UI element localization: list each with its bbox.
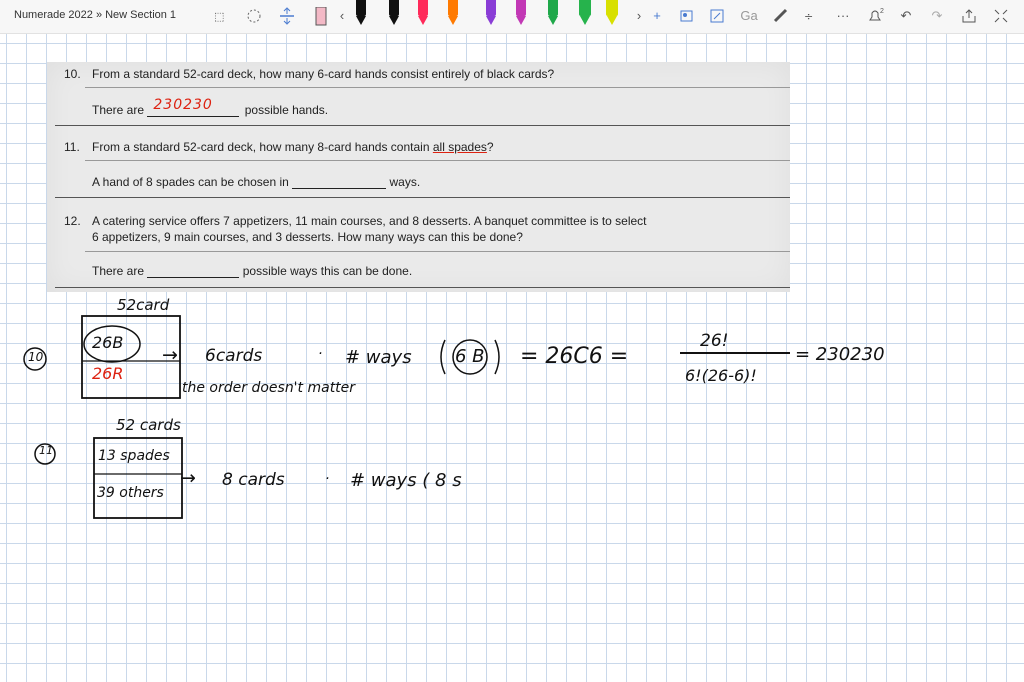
pen-magenta[interactable] bbox=[514, 0, 528, 26]
chevron-right-icon[interactable]: › bbox=[636, 8, 642, 23]
q11-text-after: ? bbox=[486, 140, 494, 154]
q11-text-before: From a standard 52-card deck, how many 8-card hands contain bbox=[92, 140, 430, 154]
pen-purple[interactable] bbox=[484, 0, 498, 26]
n10-remark: the order doesn't matter bbox=[182, 380, 356, 396]
n10-sep: · bbox=[318, 346, 323, 362]
q10-number: 10. bbox=[64, 67, 81, 81]
n11-label: 11 bbox=[39, 444, 53, 457]
n10-box-title: 52card bbox=[117, 296, 170, 314]
n10-combo: = 26C6 = bbox=[520, 344, 629, 369]
n10-denominator: 6!(26-6)! bbox=[685, 366, 757, 385]
n10-arrow-text: 6cards bbox=[205, 346, 263, 366]
undo-icon[interactable]: ↶ bbox=[900, 8, 912, 23]
q12-number: 12. bbox=[64, 214, 81, 228]
svg-text:⬚: ⬚ bbox=[214, 10, 225, 23]
window-title: Numerade 2022 » New Section 1 bbox=[14, 9, 177, 21]
n11-sep: · bbox=[325, 471, 330, 487]
q12-answer-suffix: possible ways this can be done. bbox=[242, 264, 413, 278]
insert-space-icon[interactable] bbox=[278, 7, 296, 25]
q12-line2: 6 appetizers, 9 main courses, and 3 desserts. How many ways can this be done? bbox=[92, 230, 523, 244]
add-pen-icon[interactable]: + bbox=[653, 8, 661, 23]
svg-text:÷: ÷ bbox=[804, 10, 814, 23]
q10-answer-suffix: possible hands. bbox=[244, 103, 329, 117]
n10-ways: # ways bbox=[345, 347, 412, 368]
pen-green[interactable] bbox=[546, 0, 560, 26]
q11-answer-suffix: ways. bbox=[389, 175, 421, 189]
math-icon[interactable] bbox=[803, 7, 821, 25]
format-icon[interactable] bbox=[678, 7, 696, 25]
n11-arrow: → bbox=[180, 467, 196, 489]
eraser-icon[interactable] bbox=[312, 7, 330, 25]
share-icon[interactable] bbox=[960, 7, 978, 25]
chevron-left-icon[interactable]: ‹ bbox=[339, 8, 345, 23]
q11-answer bbox=[92, 174, 420, 189]
pen-red[interactable] bbox=[416, 0, 430, 26]
fullscreen-icon[interactable] bbox=[992, 7, 1010, 25]
n11-box-title: 52 cards bbox=[116, 416, 181, 434]
toolbar bbox=[0, 0, 1024, 34]
q10-answer-prefix: There are bbox=[92, 103, 145, 117]
ink-to-shape-icon[interactable] bbox=[708, 7, 726, 25]
worksheet-image bbox=[47, 62, 790, 292]
n11-ways: # ways ( 8 s bbox=[350, 470, 462, 491]
redo-icon[interactable]: ↷ bbox=[931, 8, 943, 23]
ink-to-text-icon[interactable]: Ga bbox=[740, 8, 758, 23]
pen-dark[interactable] bbox=[387, 0, 401, 26]
ruler-icon[interactable] bbox=[772, 7, 790, 25]
q10-answer-value: 230230 bbox=[153, 97, 213, 113]
n11-box-top: 13 spades bbox=[98, 448, 170, 464]
lasso-select-icon[interactable] bbox=[213, 7, 231, 25]
n10-result: = 230230 bbox=[795, 344, 885, 365]
more-icon[interactable]: ··· bbox=[836, 8, 850, 23]
highlighter-yellow[interactable] bbox=[605, 0, 619, 26]
notification-count: 2 bbox=[880, 8, 884, 15]
q10-text: From a standard 52-card deck, how many 6-card hands consist entirely of black cards? bbox=[92, 67, 555, 81]
n10-arrow: → bbox=[162, 344, 178, 366]
q10-answer bbox=[92, 97, 329, 117]
n10-numerator: 26! bbox=[700, 331, 729, 351]
notifications-icon[interactable] bbox=[866, 7, 884, 25]
pen-orange[interactable] bbox=[446, 0, 460, 26]
add-space-icon[interactable] bbox=[246, 7, 264, 25]
q12-answer bbox=[92, 263, 412, 278]
pen-black-selected[interactable] bbox=[354, 0, 368, 26]
n10-box-bottom: 26R bbox=[92, 364, 124, 383]
note-canvas[interactable] bbox=[0, 34, 1024, 682]
q10-answer-blank bbox=[147, 97, 239, 117]
n10-ways-arg: 6 B bbox=[455, 346, 485, 367]
q11-text-underlined: all spades bbox=[432, 140, 487, 154]
q12-answer-prefix: There are bbox=[92, 264, 145, 278]
q12-line1: A catering service offers 7 appetizers, 11 main courses, and 8 desserts. A banquet committee is to select bbox=[92, 214, 647, 228]
n11-box-bottom: 39 others bbox=[97, 485, 164, 501]
q12-answer-blank bbox=[147, 263, 239, 278]
q11-answer-blank bbox=[292, 174, 386, 189]
n11-arrow-text: 8 cards bbox=[222, 470, 285, 490]
n10-fraction-bar bbox=[680, 352, 790, 354]
n10-label: 10 bbox=[28, 350, 44, 364]
n10-box-top: 26B bbox=[92, 333, 124, 352]
q11-number: 11. bbox=[64, 140, 80, 154]
q11-answer-prefix: A hand of 8 spades can be chosen in bbox=[92, 175, 289, 189]
q11-text bbox=[92, 140, 494, 154]
highlighter-green[interactable] bbox=[578, 0, 592, 26]
